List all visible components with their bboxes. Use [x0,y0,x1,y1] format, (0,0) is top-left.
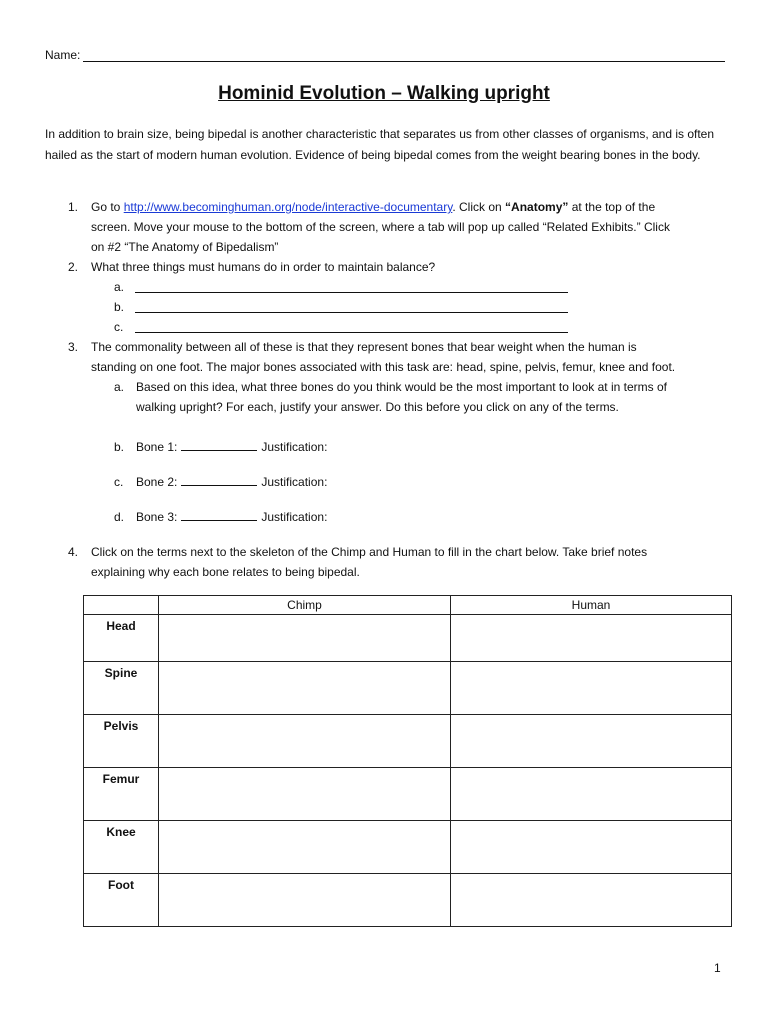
femur-human-cell[interactable] [451,768,732,821]
table-row [84,715,732,768]
q3-line1: The commonality between all of these is that they represent bones that bear weight when the human is [91,340,637,354]
q1-line2: screen. Move your mouse to the bottom of the screen, where a tab will pop up called “Related Exhibits.” Click [91,220,670,234]
table-header-chimp: Chimp [159,596,451,615]
name-blank[interactable] [83,47,725,62]
q1-anatomy: “Anatomy” [505,200,569,214]
q2-text: What three things must humans do in order to maintain balance? [91,260,436,274]
q3-sub-a: a. [114,380,125,394]
q4-line1: Click on the terms next to the skeleton of the Chimp and Human to fill in the chart below. Take brief notes [91,545,648,559]
bone2-justification: Justification: [261,475,328,489]
q2-sub-b: b. [114,300,125,314]
table-header-human: Human [451,596,732,615]
name-row [45,47,725,62]
row-label-head: Head [84,615,159,662]
bone3-label: Bone 3: [136,510,178,524]
table-header-row [84,596,732,615]
q3-sub-b: b. [114,440,125,454]
bone3-blank[interactable] [181,510,257,521]
bone1-label: Bone 1: [136,440,178,454]
spine-human-cell[interactable] [451,662,732,715]
q4-line2: explaining why each bone relates to being bipedal. [91,565,360,579]
q1-go-to: Go to [91,200,121,214]
table-row [84,821,732,874]
q3-number: 3. [68,340,79,354]
bone1-justification: Justification: [261,440,328,454]
q2-answer-c[interactable] [135,332,568,333]
q1-line1 [91,197,655,217]
table-row [84,662,732,715]
bone1-blank[interactable] [181,440,257,451]
q2-number: 2. [68,260,79,274]
bone2-row [136,472,327,492]
row-label-pelvis: Pelvis [84,715,159,768]
knee-chimp-cell[interactable] [159,821,451,874]
bone3-row [136,507,327,527]
q2-sub-c: c. [114,320,124,334]
table-header-blank [84,596,159,615]
pelvis-chimp-cell[interactable] [159,715,451,768]
q2-answer-a[interactable] [135,292,568,293]
row-label-foot: Foot [84,874,159,927]
table-row [84,768,732,821]
femur-chimp-cell[interactable] [159,768,451,821]
table-row [84,874,732,927]
pelvis-human-cell[interactable] [451,715,732,768]
bone2-blank[interactable] [181,475,257,486]
q3-a-line2: walking upright? For each, justify your answer. Do this before you click on any of the terms. [136,400,619,414]
spine-chimp-cell[interactable] [159,662,451,715]
table-row [84,615,732,662]
intro-paragraph: In addition to brain size, being bipedal is another characteristic that separates us from other classes of organisms, and is often hailed as the start of modern human evolution. Evidence of being bipedal comes from the weight bearing bones in the body. [45,127,715,162]
q2-answer-b[interactable] [135,312,568,313]
q4-number: 4. [68,545,79,559]
foot-chimp-cell[interactable] [159,874,451,927]
q1-rest: at the top of the [571,200,656,214]
row-label-femur: Femur [84,768,159,821]
page-number: 1 [714,961,721,975]
foot-human-cell[interactable] [451,874,732,927]
name-label: Name: [45,48,81,62]
bone-comparison-table [83,595,732,927]
bone3-justification: Justification: [261,510,328,524]
becominghuman-link[interactable]: http://www.becominghuman.org/node/interactive-documentary [123,200,453,214]
bone2-label: Bone 2: [136,475,178,489]
row-label-knee: Knee [84,821,159,874]
head-human-cell[interactable] [451,615,732,662]
knee-human-cell[interactable] [451,821,732,874]
q3-sub-c: c. [114,475,124,489]
q3-a-line1: Based on this idea, what three bones do you think would be the most important to look at in terms of [136,380,667,394]
q3-sub-d: d. [114,510,125,524]
row-label-spine: Spine [84,662,159,715]
bone1-row [136,437,327,457]
q1-line3: on #2 “The Anatomy of Bipedalism” [91,240,279,254]
head-chimp-cell[interactable] [159,615,451,662]
q1-number: 1. [68,200,79,214]
q2-sub-a: a. [114,280,125,294]
q1-click-on: . Click on [452,200,502,214]
q3-line2: standing on one foot. The major bones associated with this task are: head, spine, pelvis, femur, knee and foot. [91,360,676,374]
page-title: Hominid Evolution – Walking upright [218,83,550,104]
